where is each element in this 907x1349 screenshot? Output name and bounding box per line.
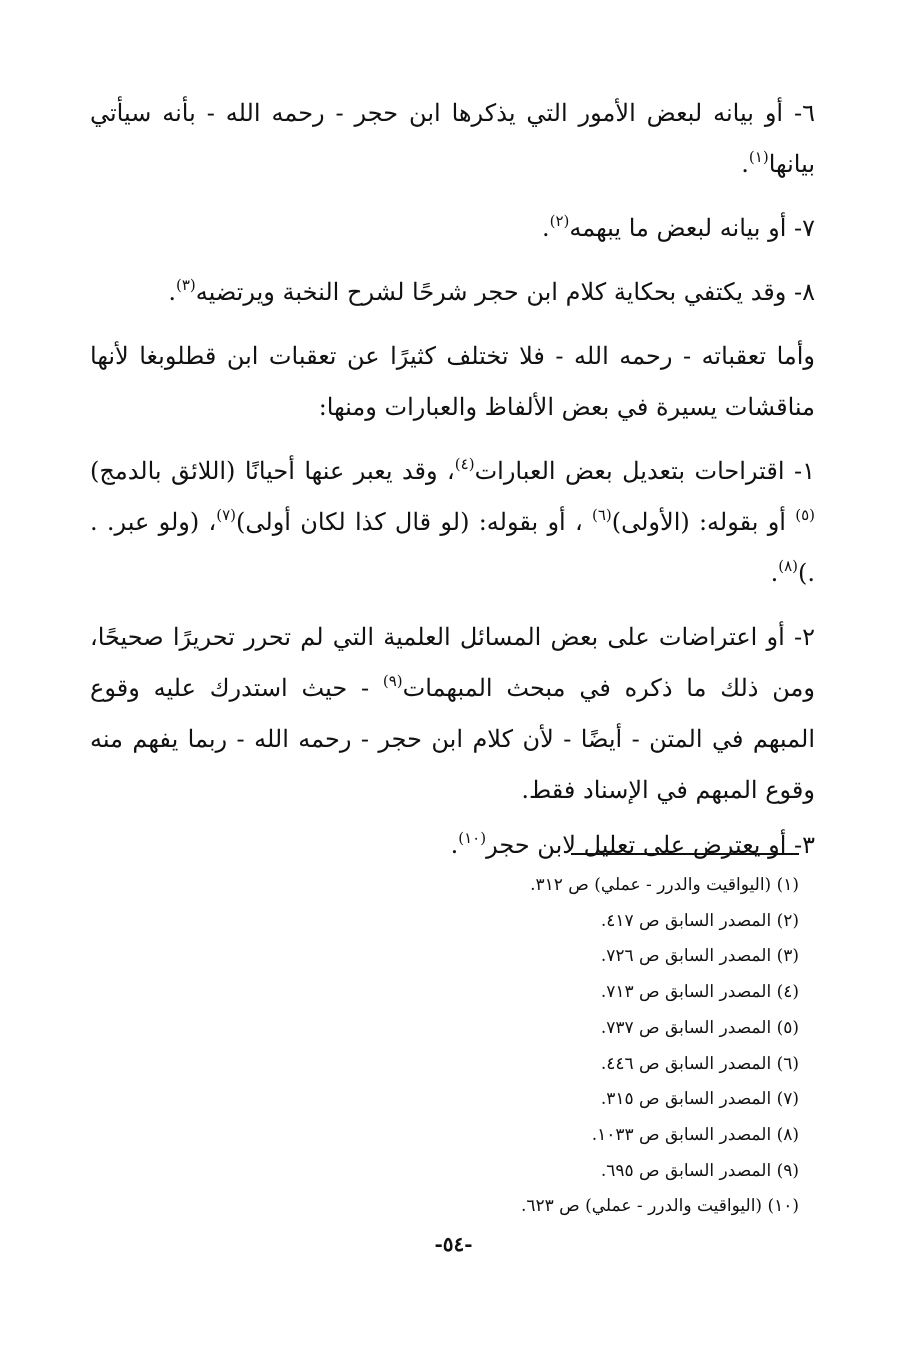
paragraph-8: ٨- وقد يكتفي بحكاية كلام ابن حجر شرحًا لشرح النخبة ويرتضيه$^{(٣)}$. <box>168 276 815 306</box>
critique-item-2: ٢- أو اعتراضات على بعض المسائل العلمية التي لم تحرر تحريرًا صحيحًا، ومن ذلك ما ذكره في مبحث المبهمات$^{(٩)}$ - حيث استدرك عليه وقوع المبهم في المتن - أيضًا - لأن كلام ابن حجر - رحمه الله - ربما يفهم منه وقوع المبهم في الإسناد فقط. <box>90 623 815 804</box>
paragraph-7: ٧- أو بيانه لبعض ما يبهمه$^{(٢)}$. <box>541 212 815 242</box>
footnote-item: (٨) المصدر السابق ص ١٠٣٣. <box>591 1124 799 1145</box>
footnotes-list <box>99 868 799 1225</box>
footnote-ref-1[interactable]: (١) <box>748 148 769 166</box>
footnote-item: (٣) المصدر السابق ص ٧٢٦. <box>600 946 799 967</box>
paragraph-6: ٦- أو بيانه لبعض الأمور التي يذكرها ابن حجر - رحمه الله - بأنه سيأتي بيانها$^{(١)}$. <box>90 99 815 178</box>
footnote-ref-2[interactable]: (٢) <box>549 212 570 230</box>
footnote-ref-4[interactable]: (٤) <box>454 455 475 473</box>
footnote-item: (٦) المصدر السابق ص ٤٤٦. <box>600 1053 799 1074</box>
critique-item-1: ١- اقتراحات بتعديل بعض العبارات$^{(٤)}$، وقد يعبر عنها أحيانًا (اللائق بالدمج)$^{(٥)}$ أو بقوله: (الأولى)$^{(٦)}$ ، أو بقوله: (لو قال كذا لكان أولى)$^{(٧)}$، (ولو عبر. . .)$^{(٨)}$. <box>90 455 816 587</box>
main-text <box>90 88 815 884</box>
footnote-item: (١٠) (اليواقيت والدرر - عملي) ص ٦٢٣. <box>520 1196 799 1217</box>
footnote-ref-8[interactable]: (٨) <box>778 557 798 575</box>
footnote-ref-7[interactable]: (٧) <box>216 506 237 524</box>
critique-item-3: ٣- أو يعترض على تعليل لابن حجر$^{(١٠)}$. <box>450 829 815 859</box>
footnote-ref-9[interactable]: (٩) <box>382 672 403 690</box>
footnote-ref-6[interactable]: (٦) <box>591 506 612 524</box>
footnote-ref-5[interactable]: (٥) <box>795 506 816 524</box>
footnote-item: (٢) المصدر السابق ص ٤١٧. <box>600 910 799 931</box>
footnote-item: (١) (اليواقيت والدرر - عملي) ص ٣١٢. <box>530 875 799 895</box>
footnote-item: (٥) المصدر السابق ص ٧٣٧. <box>600 1017 799 1038</box>
footnote-separator <box>571 853 799 855</box>
footnote-ref-3[interactable]: (٣) <box>175 276 196 294</box>
footnote-item: (٤) المصدر السابق ص ٧١٣. <box>600 982 799 1003</box>
footnote-item: (٧) المصدر السابق ص ٣١٥. <box>600 1089 799 1110</box>
page-number: -٥٤- <box>434 1232 473 1256</box>
footnote-item: (٩) المصدر السابق ص ٦٩٥. <box>600 1160 799 1181</box>
footnote-ref-10[interactable]: (١٠) <box>458 829 487 847</box>
paragraph-critiques-intro: وأما تعقباته - رحمه الله - فلا تختلف كثيرًا عن تعقبات ابن قطلوبغا لأنها مناقشات يسيرة في بعض الألفاظ والعبارات ومنها: <box>90 342 815 421</box>
